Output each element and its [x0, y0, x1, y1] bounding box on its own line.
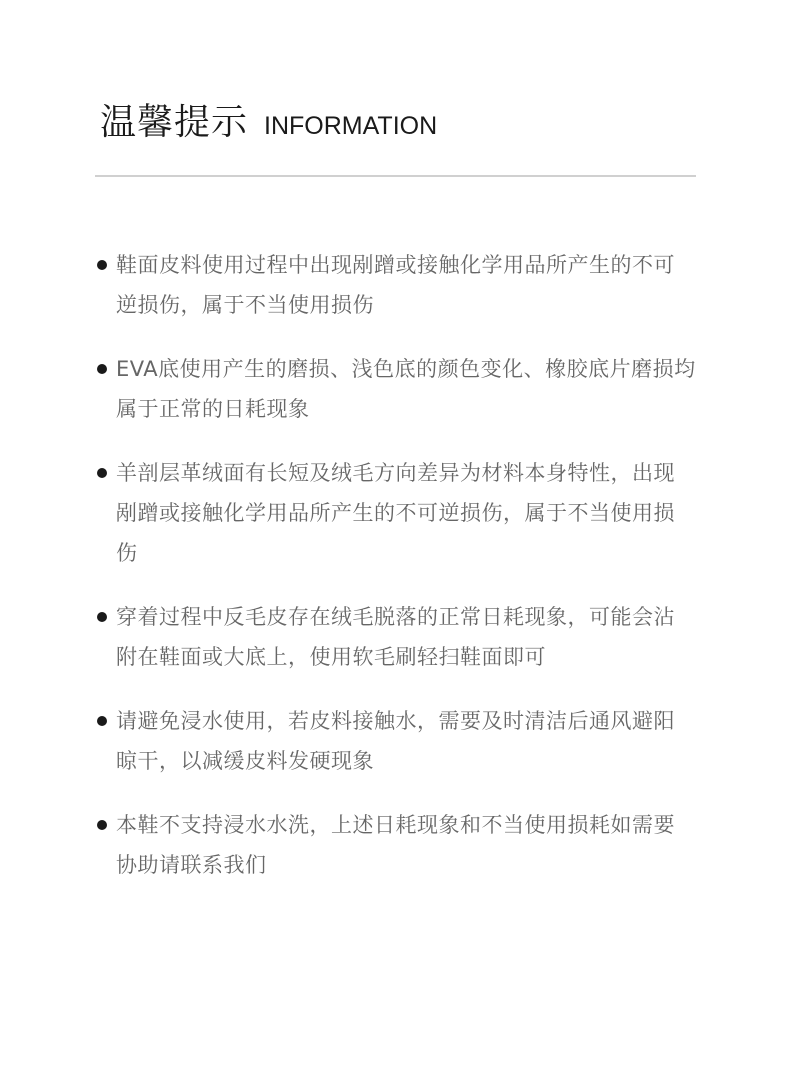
notice-item	[96, 453, 696, 573]
section-header	[100, 101, 437, 145]
notice-item	[96, 597, 696, 677]
notice-item	[96, 245, 696, 325]
notice-text: 穿着过程中反毛皮存在绒毛脱落的正常日耗现象，可能会沾附在鞋面或大底上，使用软毛刷轻扫鞋面即可	[116, 605, 675, 669]
notice-item	[96, 349, 696, 429]
notice-text: 鞋面皮料使用过程中出现剐蹭或接触化学用品所产生的不可逆损伤，属于不当使用损伤	[116, 253, 675, 317]
notice-text: EVA底使用产生的磨损、浅色底的颜色变化、橡胶底片磨损均属于正常的日耗现象	[116, 357, 696, 421]
bullet-dot-icon	[97, 260, 107, 270]
header-divider	[95, 175, 696, 177]
bullet-dot-icon	[97, 716, 107, 726]
notice-text: 羊剖层革绒面有长短及绒毛方向差异为材料本身特性，出现剐蹭或接触化学用品所产生的不可逆损伤，属于不当使用损伤	[116, 461, 675, 565]
notice-list	[96, 245, 696, 909]
notice-text: 本鞋不支持浸水水洗，上述日耗现象和不当使用损耗如需要协助请联系我们	[116, 813, 675, 877]
bullet-dot-icon	[97, 820, 107, 830]
bullet-dot-icon	[97, 468, 107, 478]
notice-text: 请避免浸水使用，若皮料接触水，需要及时清洁后通风避阳晾干，以减缓皮料发硬现象	[116, 709, 675, 773]
notice-item	[96, 701, 696, 781]
title-chinese: 温馨提示	[100, 102, 249, 143]
notice-item	[96, 805, 696, 885]
title-english: INFORMATION	[264, 112, 438, 140]
bullet-dot-icon	[97, 364, 107, 374]
bullet-dot-icon	[97, 612, 107, 622]
